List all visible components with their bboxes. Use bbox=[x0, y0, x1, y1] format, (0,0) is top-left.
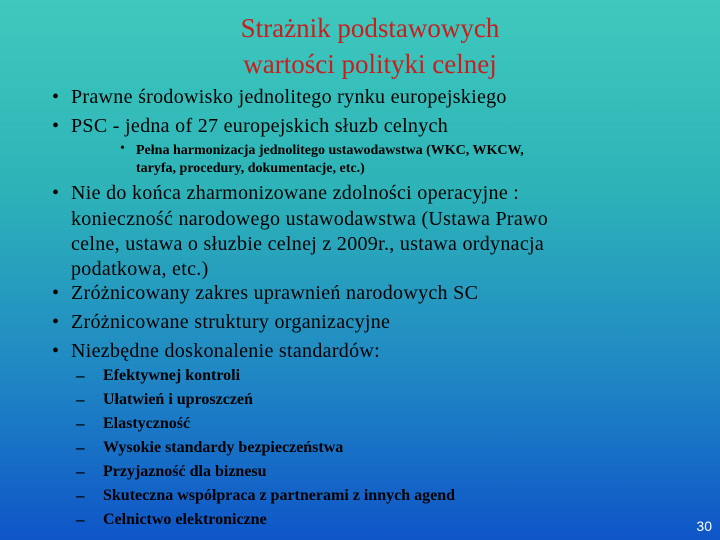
dash-icon: – bbox=[76, 438, 85, 457]
dash-icon: – bbox=[76, 510, 85, 529]
bullet-3-line-2: konieczność narodowego ustawodawstwa (Ustawa Prawo bbox=[71, 208, 549, 230]
slide-title bbox=[150, 10, 590, 82]
sub-bullet-line-2: taryfa, procedury, dokumentacje, etc.) bbox=[136, 161, 365, 176]
dash-icon: – bbox=[76, 414, 85, 433]
bullet-text-1: Prawne środowisko jednolitego rynku europejskiego bbox=[71, 86, 507, 108]
bullet-icon: • bbox=[52, 182, 60, 204]
bullet-3-line-4: podatkowa, etc.) bbox=[71, 258, 209, 280]
bullet-icon: • bbox=[52, 282, 60, 304]
bullet-3-line-3: celne, ustawa o słuzbie celnej z 2009r., ustawa ordynacja bbox=[71, 233, 545, 255]
sub-bullet-icon: • bbox=[120, 141, 125, 156]
bullet-text-6: Niezbędne doskonalenie standardów: bbox=[71, 340, 380, 362]
bullet-text-4: Zróżnicowany zakres uprawnień narodowych SC bbox=[71, 282, 479, 304]
dash-icon: – bbox=[76, 486, 85, 505]
bullet-icon: • bbox=[52, 86, 60, 108]
bullet-text-2: PSC - jedna of 27 europejskich słuzb celnych bbox=[71, 115, 449, 137]
standard-item: Skuteczna współpraca z partnerami z innych agend bbox=[103, 487, 455, 504]
sub-bullet-line-1: Pełna harmonizacja jednolitego ustawodawstwa (WKC, WKCW, bbox=[136, 143, 524, 158]
dash-icon: – bbox=[76, 462, 85, 481]
standard-item: Elastyczność bbox=[103, 415, 191, 432]
standard-item: Przyjazność dla biznesu bbox=[103, 463, 267, 480]
bullet-icon: • bbox=[52, 115, 60, 137]
bullet-3-line-1: Nie do końca zharmonizowane zdolności operacyjne : bbox=[71, 182, 520, 204]
title-line-1: Strażnik podstawowych bbox=[240, 13, 500, 43]
bullet-icon: • bbox=[52, 340, 60, 362]
standard-item: Celnictwo elektroniczne bbox=[103, 511, 267, 528]
standard-item: Wysokie standardy bezpieczeństwa bbox=[103, 439, 344, 456]
bullet-icon: • bbox=[52, 311, 60, 333]
bullet-text-5: Zróżnicowane struktury organizacyjne bbox=[71, 311, 391, 333]
standard-item: Ułatwień i uproszczeń bbox=[103, 391, 253, 408]
standard-item: Efektywnej kontroli bbox=[103, 367, 241, 384]
dash-icon: – bbox=[76, 390, 85, 409]
title-line-2: wartości polityki celnej bbox=[243, 49, 497, 79]
dash-icon: – bbox=[76, 366, 85, 385]
page-number: 30 bbox=[696, 518, 712, 534]
